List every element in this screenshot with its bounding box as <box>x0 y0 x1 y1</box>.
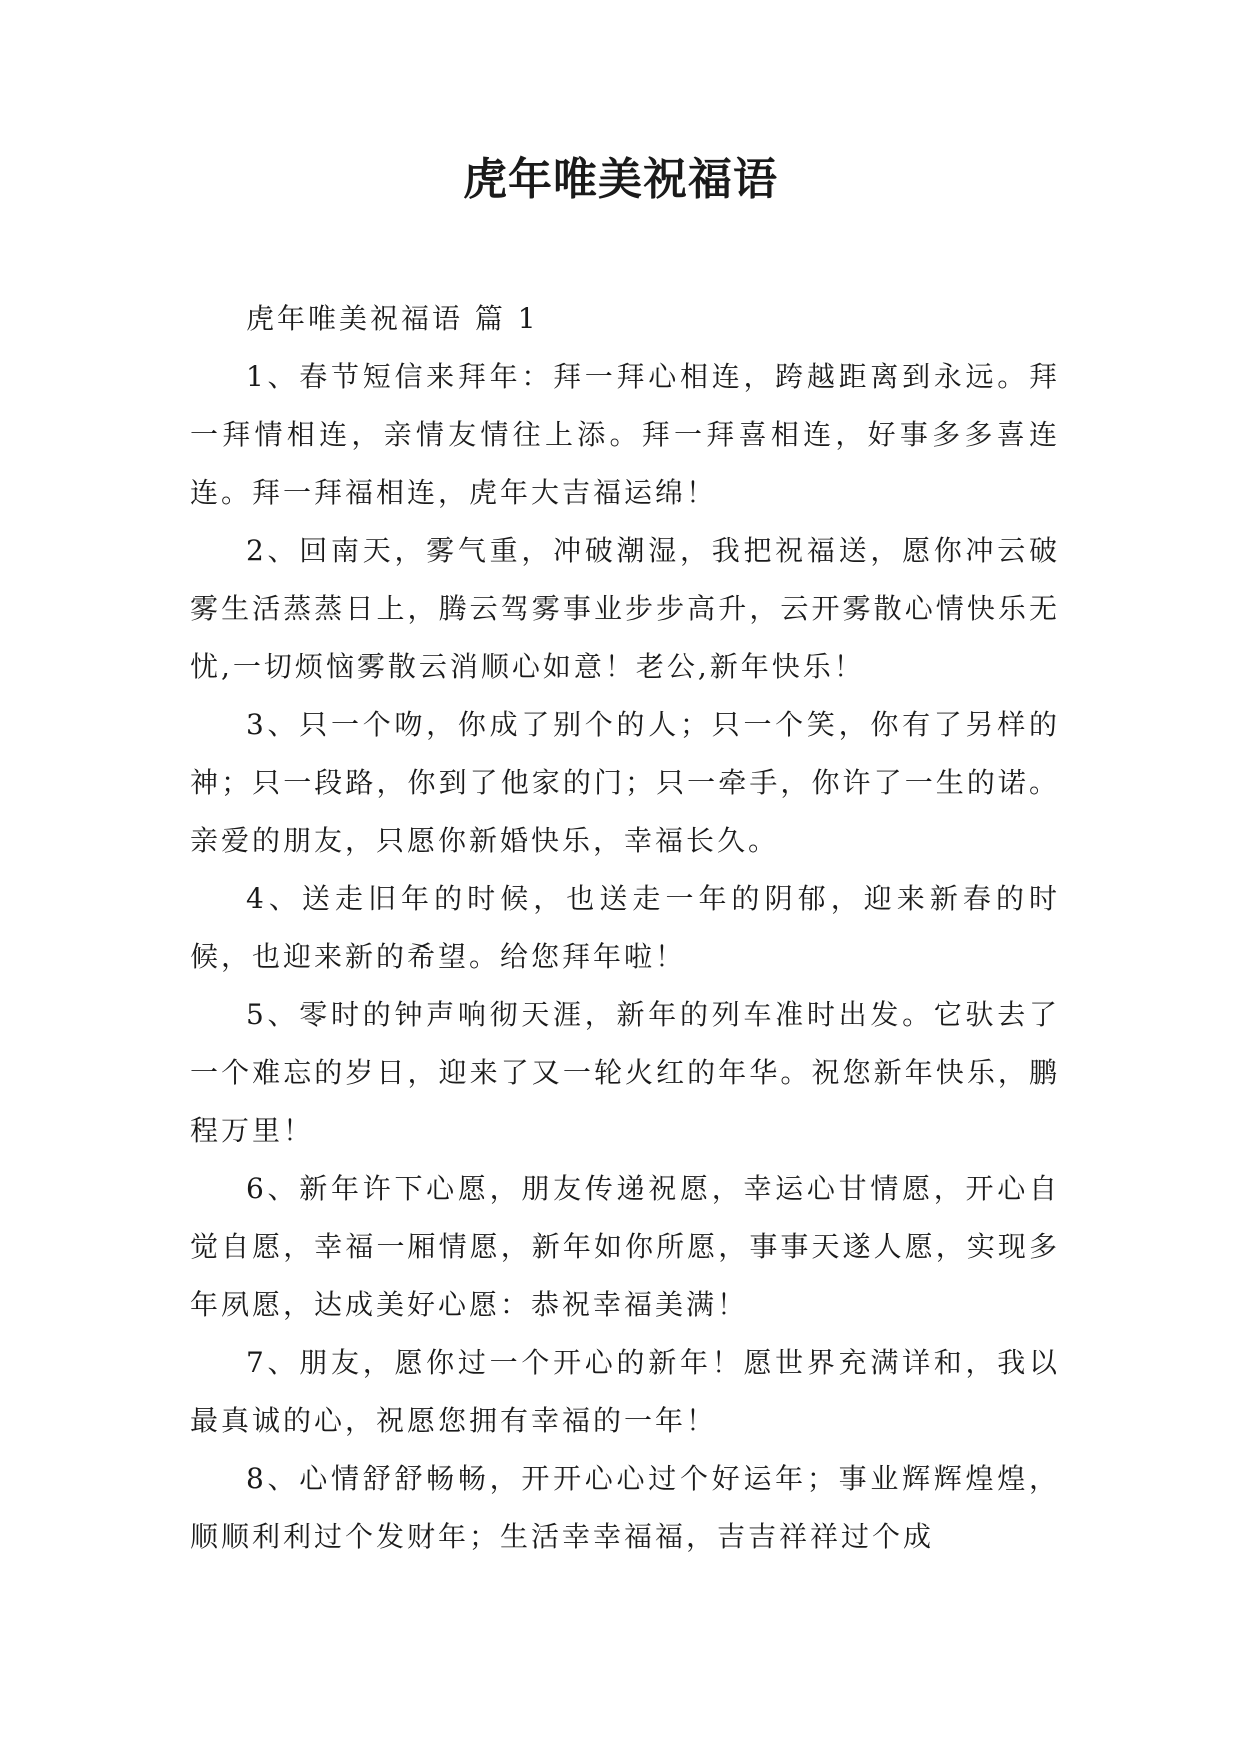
paragraph-2: 2、回南天，雾气重，冲破潮湿，我把祝福送，愿你冲云破雾生活蒸蒸日上，腾云驾雾事业步步高升，云开雾散心情快乐无忧,一切烦恼雾散云消顺心如意！老公,新年快乐！ <box>190 534 1060 683</box>
paragraph-4: 4、送走旧年的时候，也送走一年的阴郁，迎来新春的时候，也迎来新的希望。给您拜年啦！ <box>190 882 1060 973</box>
paragraph-6: 6、新年许下心愿，朋友传递祝愿，幸运心甘情愿，开心自觉自愿，幸福一厢情愿，新年如你所愿，事事天遂人愿，实现多年夙愿，达成美好心愿：恭祝幸福美满！ <box>190 1172 1060 1321</box>
section-heading: 虎年唯美祝福语 篇 1 <box>246 302 539 335</box>
document-title: 虎年唯美祝福语 <box>463 154 778 205</box>
paragraph-1: 1、春节短信来拜年：拜一拜心相连，跨越距离到永远。拜一拜情相连，亲情友情往上添。拜一拜喜相连，好事多多喜连连。拜一拜福相连，虎年大吉福运绵！ <box>190 360 1060 509</box>
paragraph-5: 5、零时的钟声响彻天涯，新年的列车准时出发。它驮去了一个难忘的岁日，迎来了又一轮火红的年华。祝您新年快乐，鹏程万里！ <box>190 998 1060 1147</box>
paragraph-3: 3、只一个吻，你成了别个的人；只一个笑，你有了另样的神；只一段路，你到了他家的门；只一牵手，你许了一生的诺。亲爱的朋友，只愿你新婚快乐，幸福长久。 <box>190 708 1060 857</box>
paragraph-7: 7、朋友，愿你过一个开心的新年！愿世界充满详和，我以最真诚的心，祝愿您拥有幸福的一年！ <box>190 1346 1060 1437</box>
paragraph-8: 8、心情舒舒畅畅，开开心心过个好运年；事业辉辉煌煌，顺顺利利过个发财年；生活幸幸福福，吉吉祥祥过个成 <box>190 1462 1060 1553</box>
document-body <box>190 290 1060 1566</box>
